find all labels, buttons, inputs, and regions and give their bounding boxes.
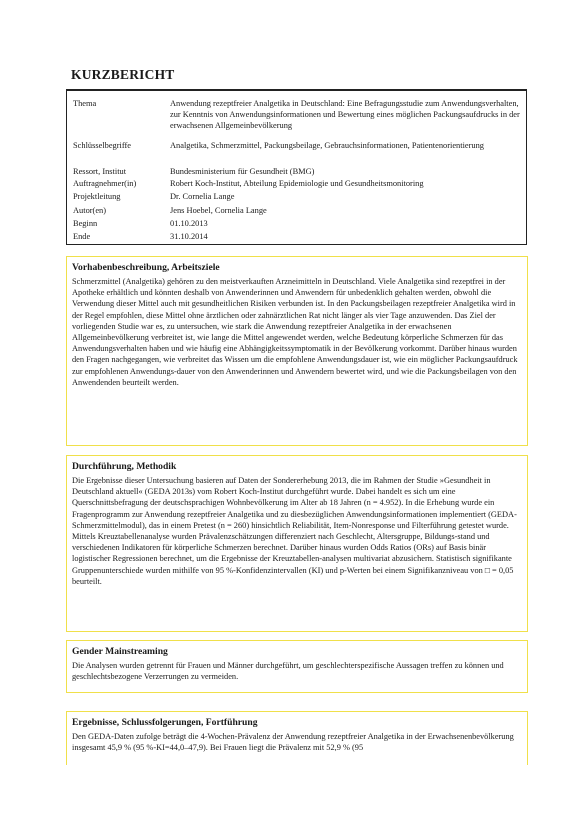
meta-value: Anwendung rezeptfreier Analgetika in Deutschland: Eine Befragungsstudie zum Anwendungsverhalten, zur Kenntnis von Anwendungsinformationen und Bewertung eines möglichen Packungsaufdrucks in der erwachsenen Allgemeinbevölkerung [170,99,520,130]
section-heading: Ergebnisse, Schlussfolgerungen, Fortführung [72,717,258,728]
section-body: Schmerzmittel (Analgetika) gehören zu den meistverkauften Arzneimitteln in Deutschland. Viele Analgetika sind rezeptfrei in der Apotheke erhältlich und könnten deshalb von Anwenderinnen und Anwendern für unbedenklich gehalten werden, obwohl die Verwendung dieser Mittel auch mit gesundheitlichen Risiken verbunden ist. In den Packungsbeilagen rezeptfreier Analgetika wird in der Regel empfohlen, diese Mittel ohne ärztlichen oder zahnärztlichen Rat nicht länger als vier Tage anzuwenden. Das Ziel der vorliegenden Studie war es, zu untersuchen, wie stark die Anwendung rezeptfreier Analgetika in der erwachsenen Allgemeinbevölkerung verbreitet ist, wie lange die Mittel angewendet werden, welche Bedeutung körperliche Schmerzen für das Anwendungsverhalten haben und wie häufig eine Abhängigkeitssymptomatik in der Bevölkerung vorkommt. Darüber hinaus wurden den Fragen nachgegangen, wie verbreitet das Wissen um die empfohlene Anwendungsdauer ist, wie ein möglicher Packungsaufdruck zur empfohlenen Anwendungs-dauer von den Anwenderinnen und Anwendern bewertet wird, und wie die Packungsbeilagen von den Anwendenden beurteilt werden. [72,277,518,387]
section-methods [66,455,528,632]
meta-value: Robert Koch-Institut, Abteilung Epidemiologie und Gesundheitsmonitoring [170,179,424,188]
meta-value: 31.10.2014 [170,232,208,241]
section-body: Die Analysen wurden getrennt für Frauen und Männer durchgeführt, um geschlechterspezifische Aussagen treffen zu können und geschlechtsbezogene Verzerrungen zu vermeiden. [72,661,504,682]
section-heading: Durchführung, Methodik [72,461,177,472]
meta-value: Analgetika, Schmerzmittel, Packungsbeilage, Gebrauchsinformationen, Patientenorientierung [170,141,484,150]
page-title: KURZBERICHT [71,67,175,82]
meta-label: Autor(en) [73,206,107,215]
meta-label: Projektleitung [73,192,121,201]
project-info-table [66,89,527,245]
meta-label: Auftragnehmer(in) [73,179,137,188]
section-results [66,711,528,765]
meta-value: 01.10.2013 [170,219,208,228]
meta-value: Jens Hoebel, Cornelia Lange [170,206,267,215]
section-body: Die Ergebnisse dieser Untersuchung basieren auf Daten der Sondererhebung 2013, die im Rahmen der Studie »Gesundheit in Deutschland aktuell« (GEDA 2013s) vom Robert Koch-Institut durchgeführt wurde. Dabei handelt es sich um eine Querschnittsbefragung der deutschsprachigen Wohnbevölkerung im Alter ab 18 Jahren (n = 4.952). In die Erhebung wurde ein Fragenprogramm zur Anwendung rezeptfreier Analgetika und zu diesbezüglichen Anwendungsinformationen implementiert (GEDA-Schmerzmittelmodul), das in einem Pretest (n = 260) hinsichtlich Reliabilität, Item-Nonresponse und Filterführung getestet wurde. Mittels Kreuztabellenanalyse wurden Prävalenzschätzungen differenziert nach Geschlecht, Altersgruppe, Bildungs-stand und verschiedenen Indikatoren für körperliche Schmerzen berechnet. Darüber hinaus wurden Odds Ratios (ORs) auf Basis binär logistischer Regressionen berechnet, um die Ergebnisse der Kreuztabellen-analysen multivariat abzusichern. Statistisch signifikante Gruppenunterschiede wurden mithilfe von 95 %-Konfidenzintervallen (KI) und p-Werten bei einem Signifikanzniveau von □ = 0,05 beurteilt. [72,476,517,586]
section-description [66,256,528,446]
meta-label: Schlüsselbegriffe [73,141,131,150]
meta-value: Bundesministerium für Gesundheit (BMG) [170,167,315,176]
meta-label: Ende [73,232,91,241]
section-heading: Vorhabenbeschreibung, Arbeitsziele [72,262,220,273]
section-gender [66,640,528,693]
section-heading: Gender Mainstreaming [72,646,168,657]
meta-label: Ressort, Institut [73,167,127,176]
meta-label: Beginn [73,219,98,228]
meta-label: Thema [73,99,97,108]
meta-value: Dr. Cornelia Lange [170,192,235,201]
section-body: Den GEDA-Daten zufolge beträgt die 4-Wochen-Prävalenz der Anwendung rezeptfreier Analgetika in der Erwachsenenbevölkerung insgesamt 45,9 % (95 %-KI=44,0–47,9). Bei Frauen liegt die Prävalenz mit 52,9 % (95 [72,732,514,753]
